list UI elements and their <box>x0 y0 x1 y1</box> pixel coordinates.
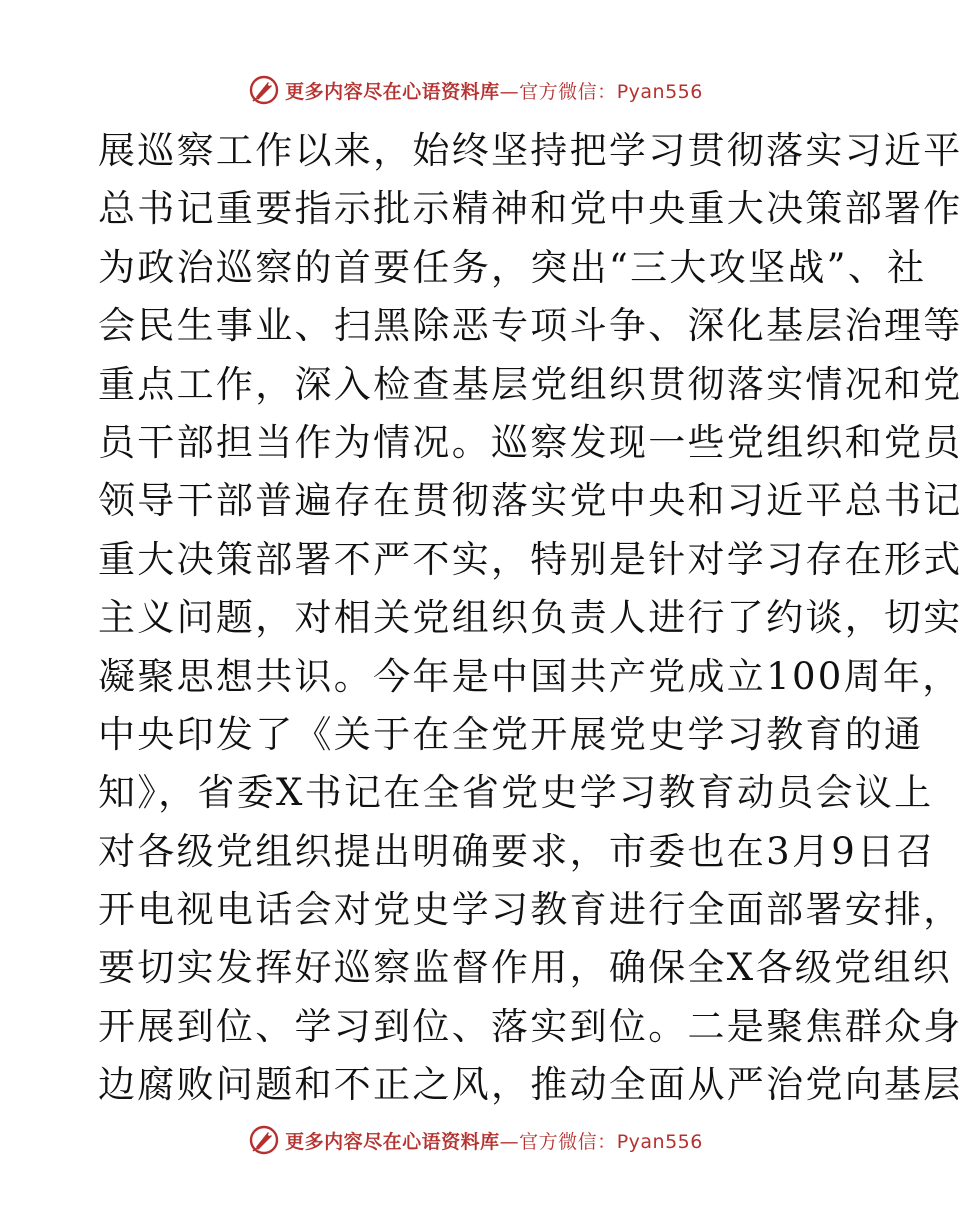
text-line: 开电视电话会对党史学习教育进行全面部署安排， <box>98 888 963 932</box>
text-line: 重点工作，深入检查基层党组织贯彻落实情况和党 <box>98 362 963 406</box>
text-line: 知》，省委X书记在全省党史学习教育动员会议上 <box>98 771 934 815</box>
wechat-id: Pyan556 <box>616 1130 703 1153</box>
banner-separator: — <box>499 1130 520 1153</box>
wechat-label: 官方微信： <box>519 1130 617 1153</box>
text-line: 为政治巡察的首要任务，突出“三大攻坚战”、社 <box>98 245 927 289</box>
site-name: 更多内容尽在心语资料库 <box>285 1130 500 1153</box>
text-line: 领导干部普遍存在贯彻落实党中央和习近平总书记 <box>98 479 963 523</box>
text-line: 中央印发了《关于在全党开展党史学习教育的通 <box>98 712 924 756</box>
text-line: 开展到位、学习到位、落实到位。二是聚焦群众身 <box>98 1004 963 1048</box>
pen-nib-logo-icon <box>247 73 281 107</box>
banner-text <box>285 77 703 104</box>
footer-banner <box>0 1120 950 1160</box>
wechat-id: Pyan556 <box>616 80 703 103</box>
text-line: 会民生事业、扫黑除恶专项斗争、深化基层治理等 <box>98 304 963 348</box>
text-line: 边腐败问题和不正之风，推动全面从严治党向基层 <box>98 1063 963 1107</box>
text-line: 要切实发挥好巡察监督作用，确保全X各级党组织 <box>98 946 952 990</box>
text-line: 对各级党组织提出明确要求，市委也在3月9日召 <box>98 829 936 873</box>
pen-nib-logo-icon <box>247 1123 281 1157</box>
banner-text <box>285 1127 703 1154</box>
wechat-label: 官方微信： <box>519 80 617 103</box>
document-body <box>98 122 963 1115</box>
header-banner <box>0 70 950 110</box>
text-line: 凝聚思想共识。今年是中国共产党成立100周年， <box>98 654 962 698</box>
banner-separator: — <box>499 80 520 103</box>
text-line: 主义问题，对相关党组织负责人进行了约谈，切实 <box>98 596 963 640</box>
text-line: 重大决策部署不严不实，特别是针对学习存在形式 <box>98 537 963 581</box>
text-line: 员干部担当作为情况。巡察发现一些党组织和党员 <box>98 420 963 464</box>
site-name: 更多内容尽在心语资料库 <box>285 80 500 103</box>
text-line: 展巡察工作以来，始终坚持把学习贯彻落实习近平 <box>98 129 963 172</box>
text-line: 总书记重要指示批示精神和党中央重大决策部署作 <box>98 187 963 231</box>
